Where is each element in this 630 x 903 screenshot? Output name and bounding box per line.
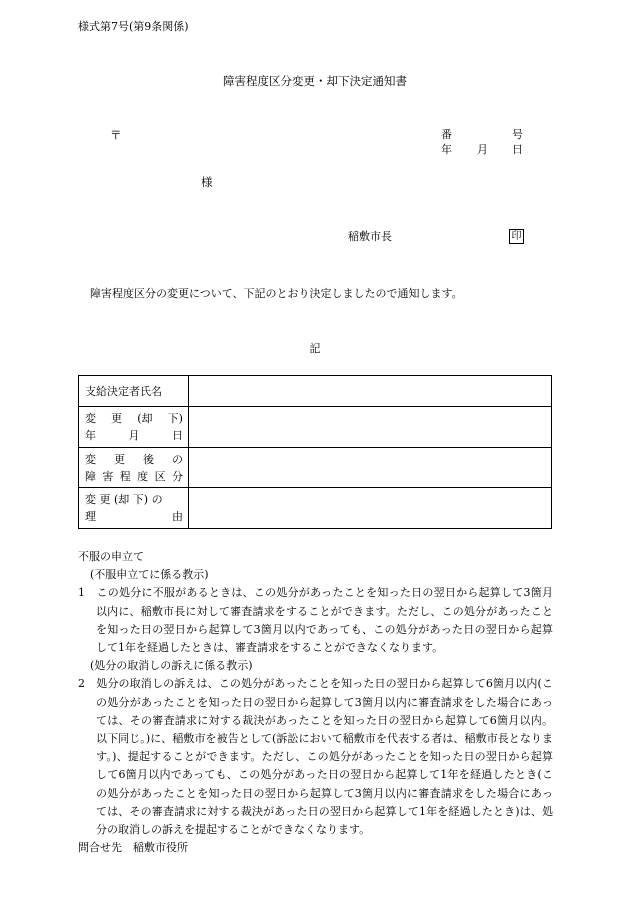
ki-heading: 記 — [309, 342, 321, 355]
label-char: 更 — [114, 452, 125, 466]
label-char: 下) — [167, 412, 183, 425]
label-char: 変 — [85, 452, 96, 466]
label-char: 更 — [111, 412, 123, 425]
form-number: 様式第7号(第9条関係) — [78, 20, 189, 33]
date-year: 年 — [441, 143, 452, 156]
date-day: 日 — [512, 143, 523, 156]
reason-label — [79, 488, 189, 529]
table-row — [79, 376, 552, 407]
label-char: 日 — [172, 429, 183, 442]
page-title: 障害程度区分変更・却下決定通知書 — [223, 74, 407, 88]
notes-subheading-2: (処分の取消しの訴えに係る教示) — [90, 659, 253, 673]
label-char: 変 — [85, 412, 96, 425]
label-char: 障 — [85, 469, 96, 483]
label-char: 分 — [171, 469, 183, 483]
notes-subheading-1: (不服申立てに係る教示) — [90, 568, 209, 582]
honorific: 様 — [201, 175, 213, 189]
label-char: 後 — [143, 452, 154, 466]
issuer-name: 稲敷市長 — [348, 230, 392, 243]
label-char: 程 — [119, 469, 131, 483]
table-row — [79, 407, 552, 448]
appeal-notes — [78, 548, 553, 857]
body-text: 障害程度区分の変更について、下記のとおり決定しましたので通知します。 — [90, 287, 463, 300]
date-month: 月 — [477, 143, 488, 156]
label-text: 変 更 (却 下) の — [85, 493, 163, 506]
doc-number-go: 号 — [512, 128, 523, 141]
label-text: 支給決定者氏名 — [85, 384, 162, 398]
change-date-label — [79, 407, 189, 448]
label-char: (却 — [137, 412, 153, 425]
label-char: 月 — [128, 429, 140, 442]
change-date-field[interactable] — [189, 407, 552, 448]
decision-table — [78, 375, 552, 529]
postal-mark: 〒 — [110, 128, 122, 142]
notes-item-2: 2 処分の取消しの訴えは、この処分があったことを知った日の翌日から起算して6箇月以内(この処分があったことを知った日の翌日から起算して3箇月以内に審査請求をした場合にあっては、その審査請求に対する裁決があったことを知った日の翌日から起算して6箇月以内。以下同じ。)に、稲敷市を被告として(訴訟において稲敷市を代表する者は、稲敷市長となります。)、提起することができます。ただし、この処分があったことを知った日の翌日から起算して6箇月以内であっても、この処分があった日の翌日から起算して1年を経過したとき(この処分があったことを知った日の翌日から起算して3箇月以内に審査請求をした場合にあっては、その審査請求に対する裁決があった日の翌日から起算して1年を経過したとき)は、処分の取消しの訴えを提起することができなくなります。 — [78, 677, 553, 837]
new-category-label — [79, 448, 189, 488]
label-char: 度 — [137, 469, 149, 483]
label-char: の — [172, 452, 183, 466]
doc-number-ban: 番 — [441, 128, 452, 141]
label-char: 由 — [172, 510, 183, 523]
notes-item-1: 1 この処分に不服があるときは、この処分があったことを知った日の翌日から起算して3箇月以内に、稲敷市長に対して審査請求をすることができます。ただし、この処分があったことを知った日の翌日から起算して3箇月以内であっても、この処分があった日の翌日から起算して1年を経過したときは、審査請求をすることができなくなります。 — [78, 586, 553, 655]
notes-heading: 不服の申立て — [78, 550, 144, 563]
label-char: 年 — [85, 429, 96, 442]
table-row — [79, 488, 552, 529]
label-char: 理 — [85, 510, 96, 523]
new-category-field[interactable] — [189, 448, 552, 488]
label-char: 区 — [154, 469, 166, 483]
recipient-name-field[interactable] — [189, 376, 552, 407]
contact-line: 問合せ先 稲敷市役所 — [78, 841, 188, 855]
label-char: 害 — [102, 469, 114, 483]
recipient-name-label — [79, 376, 189, 407]
table-row — [79, 448, 552, 488]
seal-mark: 印 — [509, 229, 524, 244]
reason-field[interactable] — [189, 488, 552, 529]
